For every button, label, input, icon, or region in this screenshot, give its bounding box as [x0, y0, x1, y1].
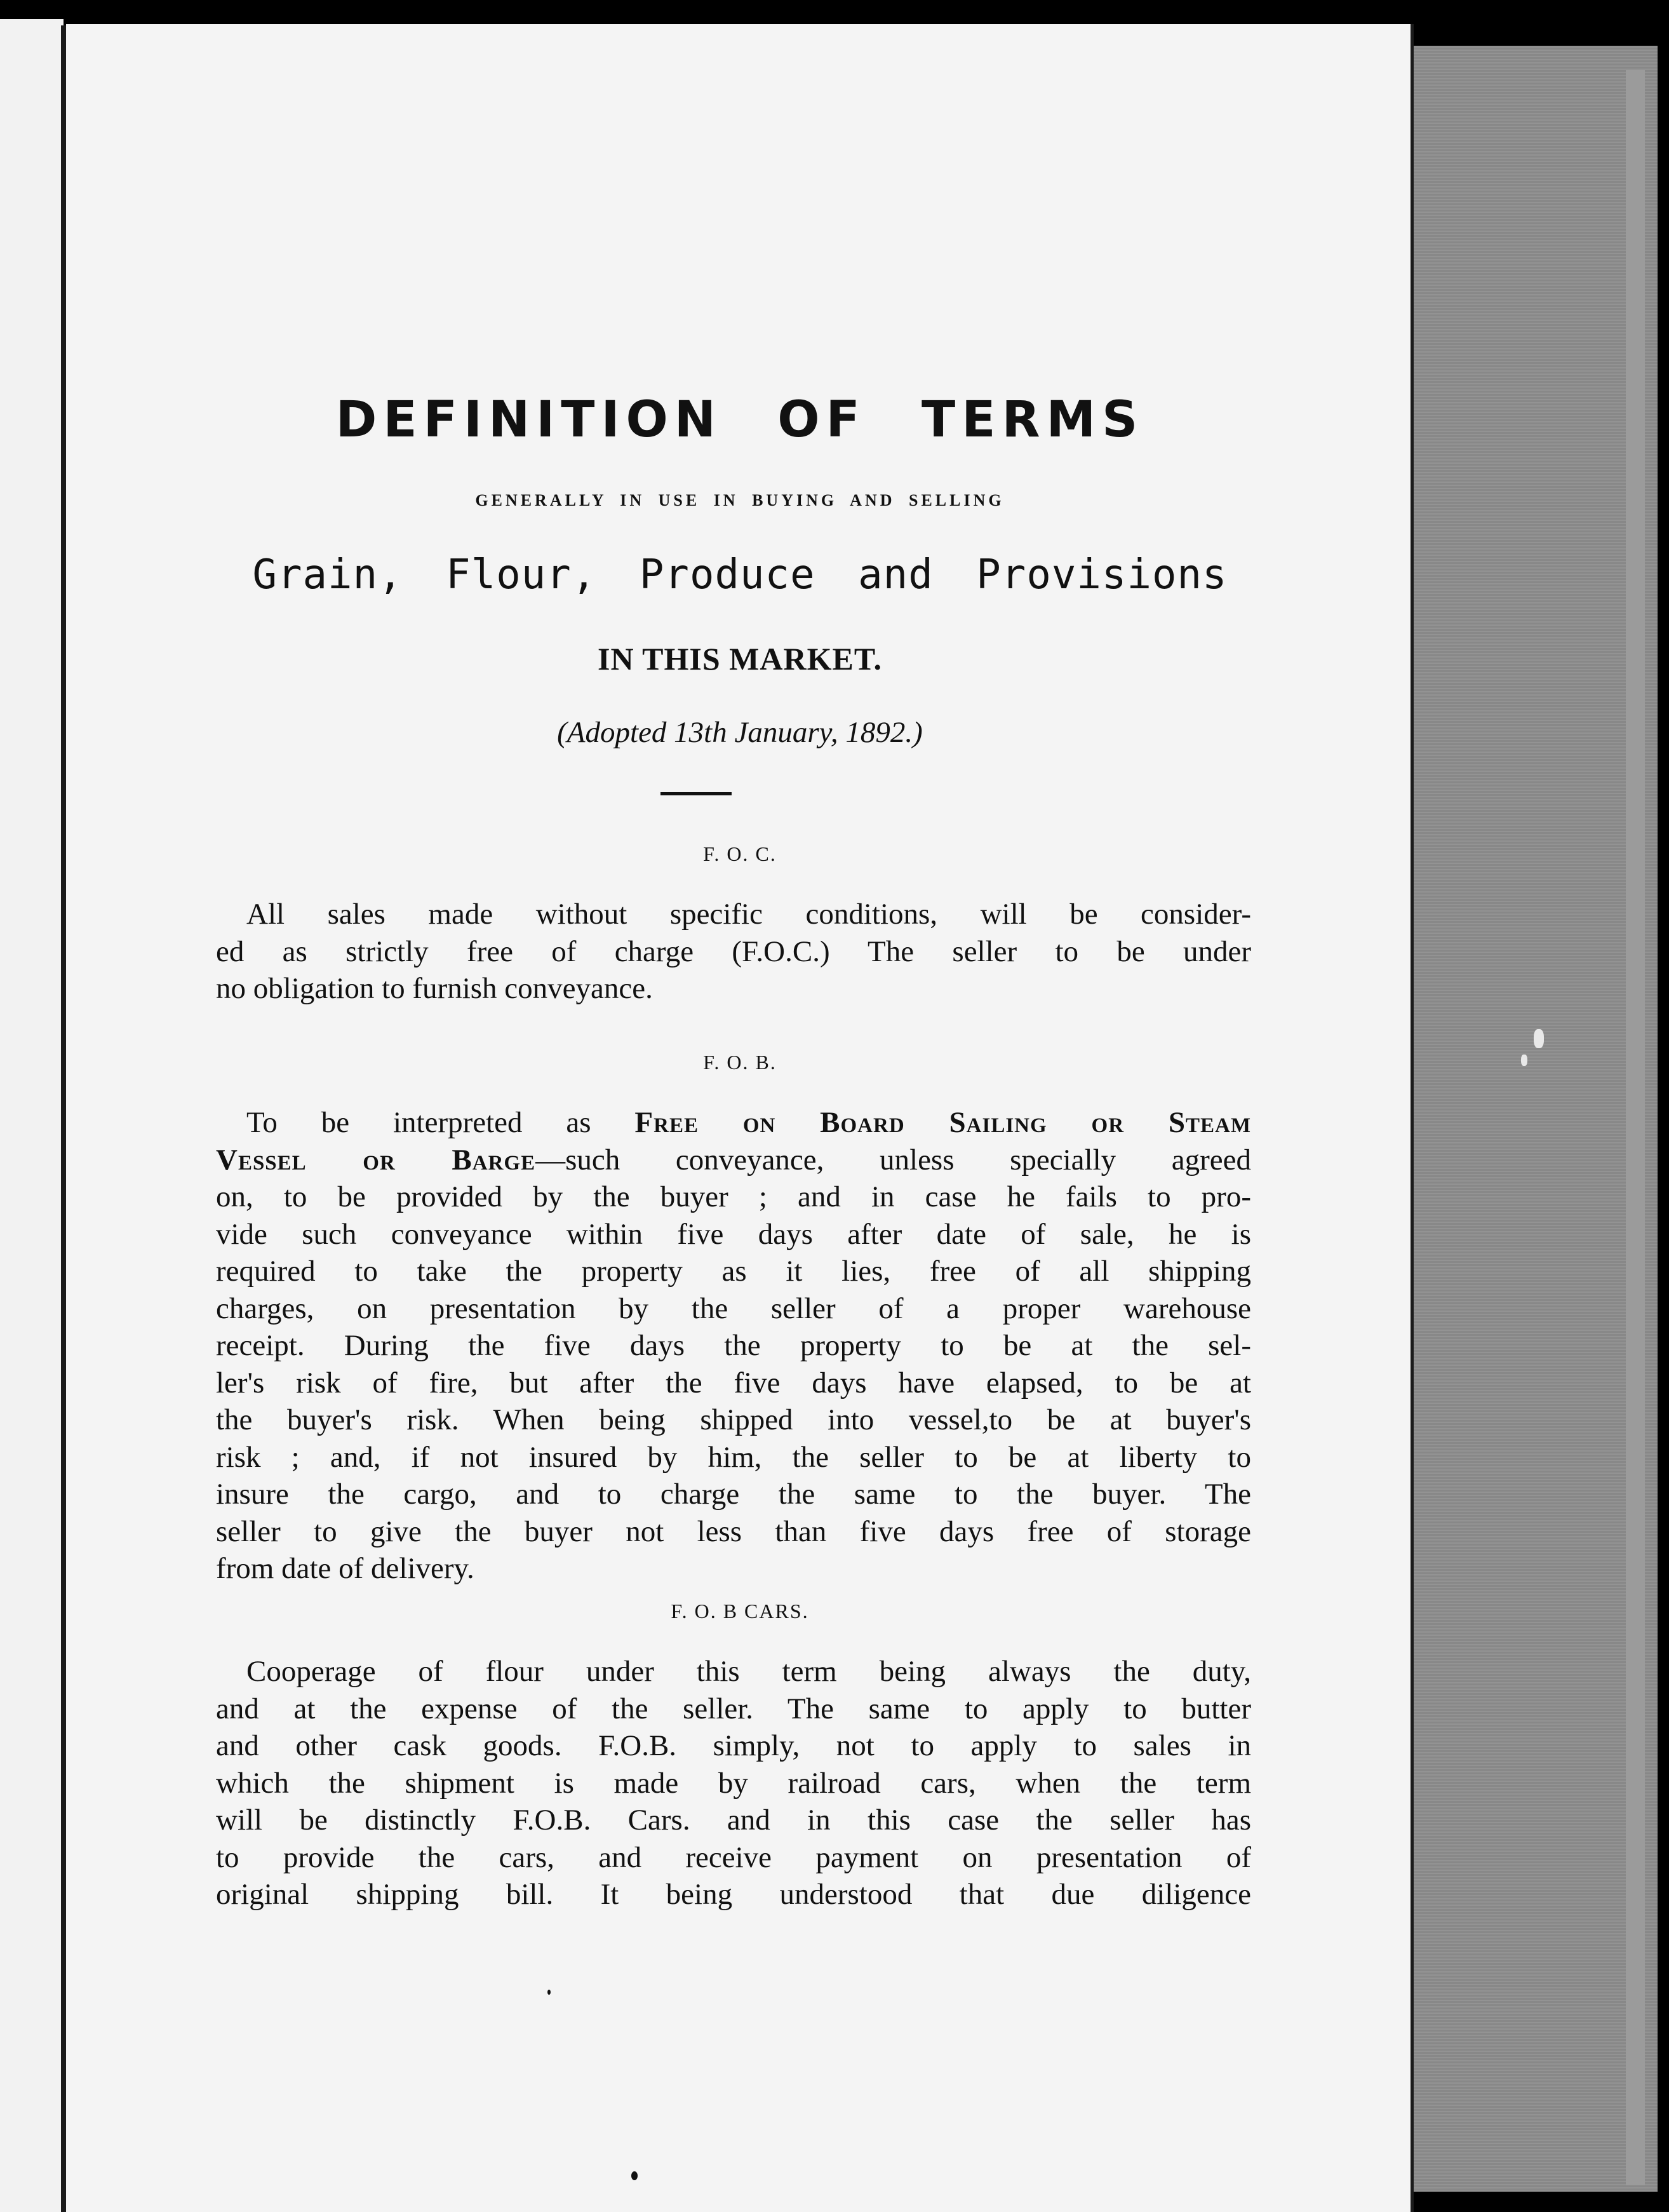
document-title: DEFINITION OF TERMS	[335, 391, 1144, 448]
paragraph-line: ed as strictly free of charge (F.O.C.) The seller to be under	[216, 934, 1251, 968]
document-subtitle: GENERALLY IN USE IN BUYING AND SELLING	[475, 491, 1005, 509]
section-body-fob	[216, 1104, 1251, 1588]
left-page-margin	[0, 19, 64, 2212]
ink-speck	[631, 2171, 638, 2180]
paper-speck	[1534, 1029, 1544, 1048]
paragraph-line: which the shipment is made by railroad cars, when the term	[216, 1766, 1251, 1800]
paragraph-line: All sales made without specific conditions, will be consider-	[246, 898, 1251, 931]
section-body-foc	[216, 896, 1251, 1008]
title-divider	[660, 792, 732, 795]
paragraph-line: seller to give the buyer not less than five days free of storage	[216, 1514, 1251, 1548]
paragraph-line: insure the cargo, and to charge the same to the buyer. The	[216, 1478, 1251, 1511]
section-heading-fob: F. O. B.	[703, 1051, 777, 1074]
paper-speck	[1521, 1055, 1527, 1066]
defined-term: Free on Board Sailing or Steam	[634, 1106, 1252, 1139]
ink-speck	[547, 1990, 551, 1995]
paragraph-text: To be interpreted as	[246, 1106, 591, 1139]
paragraph-line: original shipping bill. It being understood that due diligence	[216, 1878, 1251, 1911]
section-body-fob-cars	[216, 1653, 1251, 1913]
commodities-heading: Grain, Flour, Produce and Provisions	[252, 551, 1228, 598]
document-page	[66, 24, 1414, 2212]
section-heading-fob-cars: F. O. B CARS.	[671, 1600, 809, 1622]
paragraph-line: will be distinctly F.O.B. Cars. and in this case the seller has	[216, 1804, 1251, 1837]
next-page-outer-edge	[1626, 70, 1645, 2185]
paragraph-line	[216, 1142, 1251, 1179]
paragraph-line: and at the expense of the seller. The same to apply to butter	[216, 1692, 1251, 1725]
paragraph-text: —such conveyance, unless specially agreed	[535, 1143, 1251, 1177]
paragraph-line: vide such conveyance within five days after date of sale, he is	[216, 1217, 1251, 1251]
paragraph-line: ler's risk of fire, but after the five days have elapsed, to be at	[216, 1366, 1251, 1399]
paragraph-line	[216, 1104, 1251, 1142]
paragraph-line: no obligation to furnish conveyance.	[216, 972, 653, 1005]
paragraph-line: on, to be provided by the buyer ; and in case he fails to pro-	[216, 1180, 1251, 1213]
paragraph-line: to provide the cars, and receive payment on presentation of	[216, 1840, 1251, 1874]
next-page-edge	[1388, 46, 1658, 2192]
paragraph-line: from date of delivery.	[216, 1552, 474, 1585]
paragraph-line: risk ; and, if not insured by him, the seller to be at liberty to	[216, 1440, 1251, 1474]
paragraph-line: Cooperage of flour under this term being always the duty,	[246, 1655, 1251, 1688]
adoption-date: (Adopted 13th January, 1892.)	[557, 716, 923, 749]
paragraph-line: and other cask goods. F.O.B. simply, not to apply to sales in	[216, 1729, 1251, 1762]
section-heading-foc: F. O. C.	[703, 842, 777, 865]
paragraph-line: charges, on presentation by the seller of a proper warehouse	[216, 1291, 1251, 1325]
paragraph-line: receipt. During the five days the property to be at the sel-	[216, 1329, 1251, 1362]
paragraph-line: required to take the property as it lies, free of all shipping	[216, 1255, 1251, 1288]
market-heading: IN THIS MARKET.	[598, 641, 882, 677]
paragraph-line: the buyer's risk. When being shipped into vessel,to be at buyer's	[216, 1403, 1251, 1436]
defined-term: Vessel or Barge	[216, 1143, 536, 1177]
